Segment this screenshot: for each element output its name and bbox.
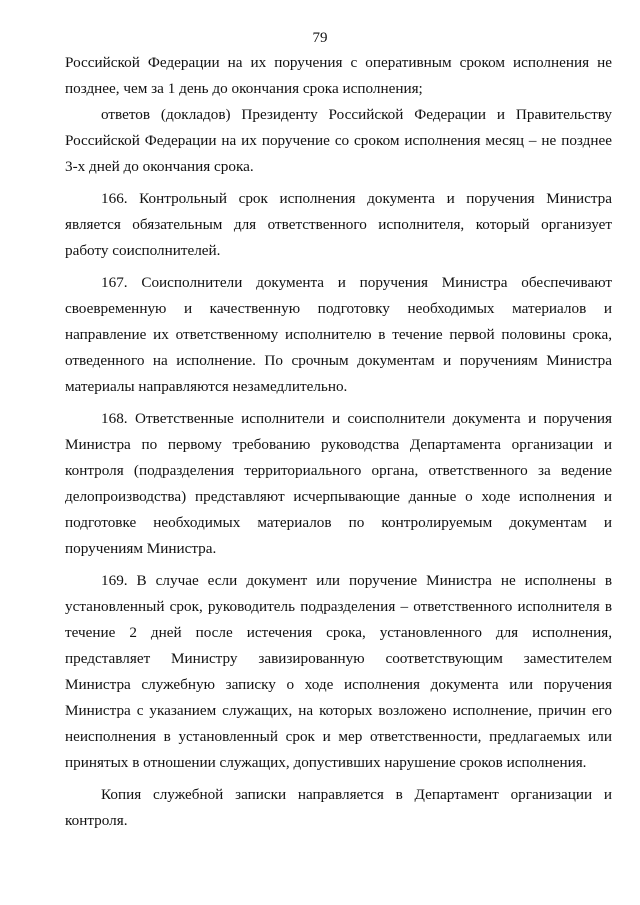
paragraph-167: 167. Соисполнители документа и поручения Министра обеспечивают своевременную и качественную подготовку необходимых материалов и направление их ответственному исполнителю в течение первой половины срока, отведенного на исполнение. По срочным документам и поручениям Министра материалы направляются незамедлительно.: [65, 274, 612, 395]
paragraph-continuation: Российской Федерации на их поручения с оперативным сроком исполнения не позднее, чем за 1 день до окончания срока исполнения;: [65, 54, 612, 97]
document-body: [65, 50, 612, 834]
page-number: 79: [312, 30, 328, 46]
paragraph-168: 168. Ответственные исполнители и соисполнители документа и поручения Министра по первому требованию руководства Департамента организации и контроля (подразделения территориального органа, ответственного за ведение делопроизводства) представляют исчерпывающие данные о ходе исполнения и подготовке необходимых материалов по контролируемым документам и поручениям Министра.: [65, 410, 612, 557]
paragraph-memo-copy: Копия служебной записки направляется в Департамент организации и контроля.: [65, 786, 612, 829]
paragraph-reports: ответов (докладов) Президенту Российской Федерации и Правительству Российской Федерации на их поручение со сроком исполнения месяц – не позднее 3-х дней до окончания срока.: [65, 106, 612, 175]
paragraph-166: 166. Контрольный срок исполнения документа и поручения Министра является обязательным для ответственного исполнителя, который организует работу соисполнителей.: [65, 190, 612, 259]
paragraph-169: 169. В случае если документ или поручение Министра не исполнены в установленный срок, руководитель подразделения – ответственного исполнителя в течение 2 дней после истечения срока, установленного для исполнения, представляет Министру завизированную соответствующим заместителем Министра служебную записку о ходе исполнения документа или поручения Министра с указанием служащих, на которых возложено исполнение, причин его неисполнения в установленный срок и мер ответственности, предлагаемых или принятых в отношении служащих, допустивших нарушение сроков исполнения.: [65, 572, 612, 771]
